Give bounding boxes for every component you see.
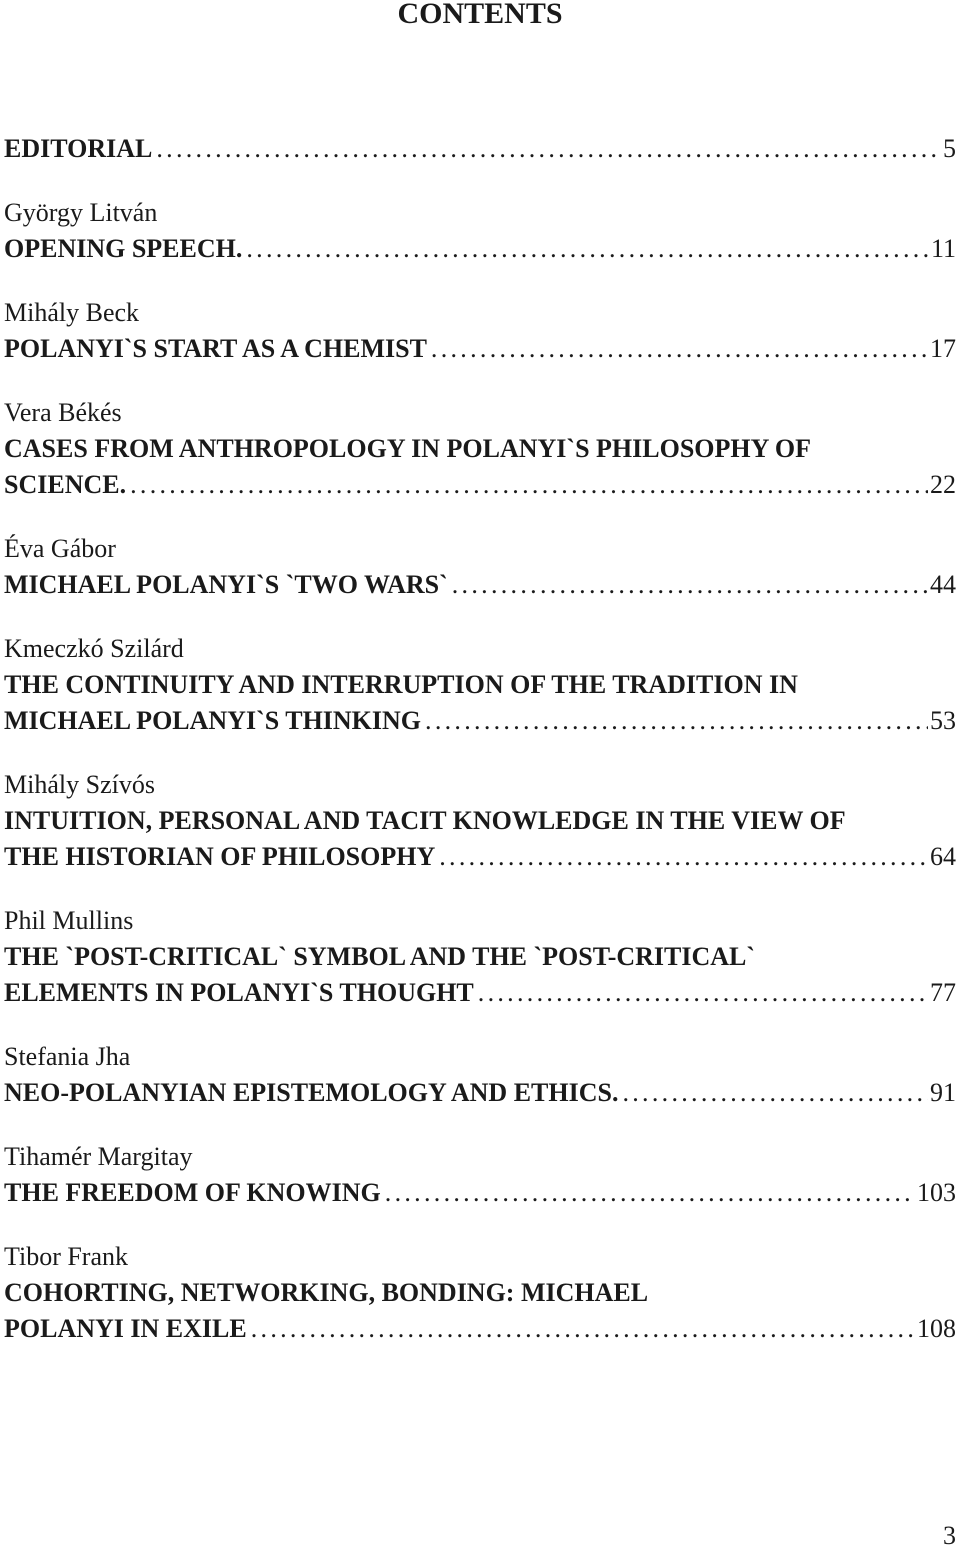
toc-entry xyxy=(4,1139,956,1211)
toc-entry-title-line xyxy=(4,1311,956,1347)
toc-entry-author: György Litván xyxy=(4,198,158,227)
toc-entry-title: SCIENCE. xyxy=(4,470,127,499)
toc-entry-page-number: 53 xyxy=(930,706,956,735)
toc-entry-title-line xyxy=(4,803,956,839)
toc-entry-author: Mihály Szívós xyxy=(4,770,155,799)
toc-entry-page-number: 91 xyxy=(930,1078,956,1107)
toc-entry-title-line xyxy=(4,231,956,267)
toc-entry-title-line xyxy=(4,667,956,703)
toc-entry-title-line xyxy=(4,331,956,367)
toc-entry-author: Tibor Frank xyxy=(4,1242,129,1271)
toc-entry-title: THE `POST-CRITICAL` SYMBOL AND THE `POST-CRITICAL` xyxy=(4,942,756,971)
toc-entry-title-line xyxy=(4,1075,956,1111)
page-title: CONTENTS xyxy=(397,0,563,30)
toc-entry-page-number: 103 xyxy=(917,1178,956,1207)
toc-entry-title: CASES FROM ANTHROPOLOGY IN POLANYI`S PHILOSOPHY OF xyxy=(4,434,812,463)
toc-entry-author: Phil Mullins xyxy=(4,906,134,935)
dot-leader xyxy=(152,131,941,167)
toc-entry-title-line xyxy=(4,839,956,875)
toc-entry xyxy=(4,531,956,603)
toc-entry-author: Tihamér Margitay xyxy=(4,1142,193,1171)
toc-entry-page-number: 64 xyxy=(930,842,956,871)
toc-entry-page-number: 5 xyxy=(943,134,956,163)
toc-entry xyxy=(4,131,956,167)
toc-entry-title: COHORTING, NETWORKING, BONDING: MICHAEL xyxy=(4,1278,649,1307)
toc-entry-title: POLANYI IN EXILE xyxy=(4,1314,247,1343)
table-of-contents xyxy=(4,131,956,1375)
dot-leader xyxy=(435,839,928,875)
toc-entry-author: Kmeczkó Szilárd xyxy=(4,634,184,663)
toc-entry-title: ELEMENTS IN POLANYI`S THOUGHT xyxy=(4,978,474,1007)
toc-entry-title: POLANYI`S START AS A CHEMIST xyxy=(4,334,427,363)
toc-entry-page-number: 11 xyxy=(930,234,956,263)
toc-entry-title-line xyxy=(4,939,956,975)
dot-leader xyxy=(427,331,928,367)
toc-entry xyxy=(4,195,956,267)
toc-entry xyxy=(4,903,956,1011)
toc-entry xyxy=(4,1039,956,1111)
toc-entry-title: MICHAEL POLANYI`S `TWO WARS` xyxy=(4,570,448,599)
toc-entry-page-number: 22 xyxy=(930,470,956,499)
dot-leader xyxy=(126,467,928,503)
toc-entry-title: THE FREEDOM OF KNOWING xyxy=(4,1178,381,1207)
toc-entry xyxy=(4,631,956,739)
toc-entry-title: INTUITION, PERSONAL AND TACIT KNOWLEDGE IN THE VIEW OF xyxy=(4,806,846,835)
toc-entry-page-number: 108 xyxy=(917,1314,956,1343)
dot-leader xyxy=(421,703,928,739)
toc-entry-title-line xyxy=(4,431,956,467)
toc-entry-title-line xyxy=(4,1275,956,1311)
toc-entry-title-line xyxy=(4,703,956,739)
toc-entry-title-line xyxy=(4,131,956,167)
toc-entry xyxy=(4,1239,956,1347)
toc-entry xyxy=(4,395,956,503)
toc-entry-title-line xyxy=(4,567,956,603)
toc-entry-title-line xyxy=(4,1175,956,1211)
dot-leader xyxy=(381,1175,915,1211)
page-number: 3 xyxy=(943,1521,956,1550)
dot-leader xyxy=(242,231,929,267)
toc-entry-title-line xyxy=(4,975,956,1011)
toc-entry-author: Stefania Jha xyxy=(4,1042,131,1071)
toc-entry-page-number: 77 xyxy=(930,978,956,1007)
dot-leader xyxy=(618,1075,928,1111)
toc-entry xyxy=(4,295,956,367)
toc-entry-page-number: 44 xyxy=(930,570,956,599)
toc-entry-title: MICHAEL POLANYI`S THINKING xyxy=(4,706,422,735)
toc-entry-title: EDITORIAL xyxy=(4,134,153,163)
toc-entry-title: NEO-POLANYIAN EPISTEMOLOGY AND ETHICS. xyxy=(4,1078,619,1107)
dot-leader xyxy=(247,1311,915,1347)
toc-entry-author: Mihály Beck xyxy=(4,298,140,327)
toc-entry-title-line xyxy=(4,467,956,503)
dot-leader xyxy=(474,975,928,1011)
toc-entry-author: Vera Békés xyxy=(4,398,122,427)
toc-entry-page-number: 17 xyxy=(930,334,956,363)
dot-leader xyxy=(448,567,928,603)
toc-entry-author: Éva Gábor xyxy=(4,534,116,563)
toc-entry-title: THE CONTINUITY AND INTERRUPTION OF THE TRADITION IN xyxy=(4,670,798,699)
toc-entry xyxy=(4,767,956,875)
toc-entry-title: THE HISTORIAN OF PHILOSOPHY xyxy=(4,842,436,871)
toc-entry-title: OPENING SPEECH. xyxy=(4,234,243,263)
